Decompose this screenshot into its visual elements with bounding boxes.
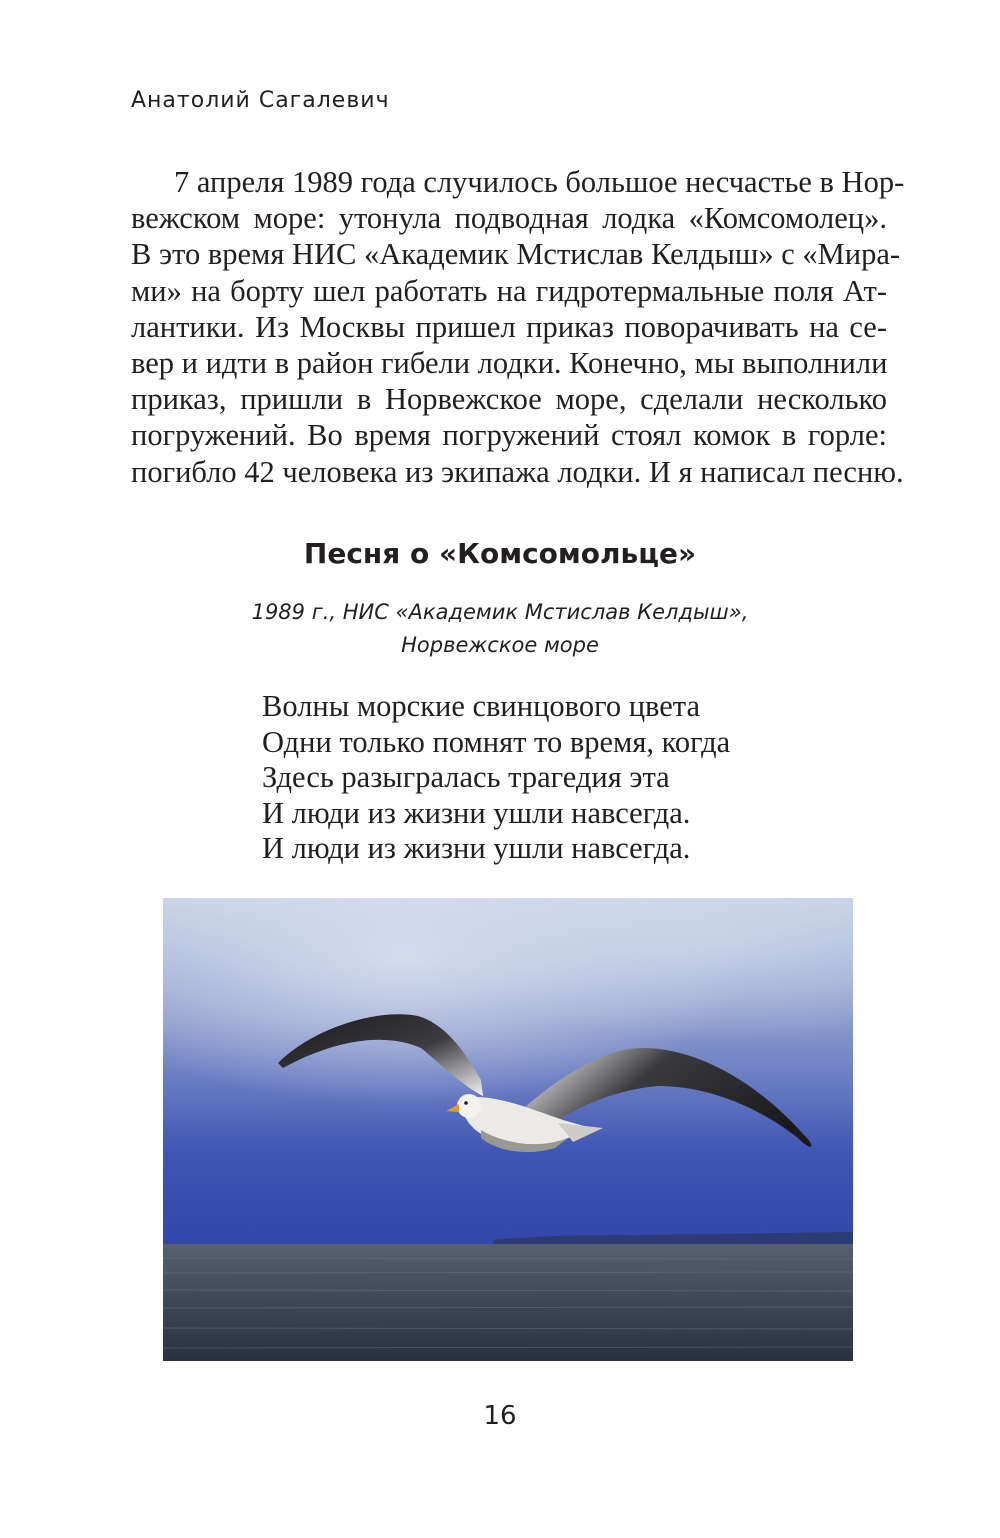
seagull-head bbox=[457, 1094, 481, 1118]
sea bbox=[163, 1244, 853, 1361]
song-title: Песня о «Комсомольце» bbox=[303, 537, 697, 570]
verse-line: Волны морские свинцового цвета bbox=[262, 689, 701, 723]
verse-line: И люди из жизни ушли навсегда. bbox=[262, 795, 691, 830]
body-line: ми» на борту шел работать на гидротермальные поля Ат- bbox=[131, 273, 887, 308]
body-paragraph bbox=[131, 164, 905, 490]
body-line: вер и идти в район гибели лодки. Конечно, мы выполнили bbox=[131, 346, 888, 381]
song-verse bbox=[262, 689, 730, 867]
body-line: погибло 42 человека из экипажа лодки. И я написал песню. bbox=[131, 454, 904, 489]
song-epigraph bbox=[0, 596, 1000, 662]
verse-line: Здесь разыгралась трагедия эта bbox=[262, 760, 670, 794]
body-line: вежском море: утонула подводная лодка «Комсомолец». bbox=[131, 201, 887, 236]
body-line: лантики. Из Москвы пришел приказ поворачивать на се- bbox=[131, 309, 887, 344]
verse-line: И люди из жизни ушли навсегда. bbox=[262, 831, 691, 865]
seagull-photo bbox=[163, 898, 853, 1361]
body-line: В это время НИС «Академик Мстислав Келдыш» с «Мира- bbox=[131, 237, 901, 272]
running-head-author: Анатолий Сагалевич bbox=[131, 88, 390, 113]
page-number: 16 bbox=[483, 1401, 517, 1431]
verse-line: Одни только помнят то время, когда bbox=[262, 724, 731, 759]
seagull-eye bbox=[464, 1101, 468, 1105]
body-line: погружений. Во время погружений стоял комок в горле: bbox=[131, 418, 887, 453]
epigraph-line: Норвежское море bbox=[401, 633, 599, 657]
epigraph-line: 1989 г., НИС «Академик Мстислав Келдыш», bbox=[251, 600, 749, 624]
body-line: приказ, пришли в Норвежское море, сделали несколько bbox=[131, 382, 887, 417]
body-line: 7 апреля 1989 года случилось большое несчастье в Нор- bbox=[174, 165, 905, 199]
